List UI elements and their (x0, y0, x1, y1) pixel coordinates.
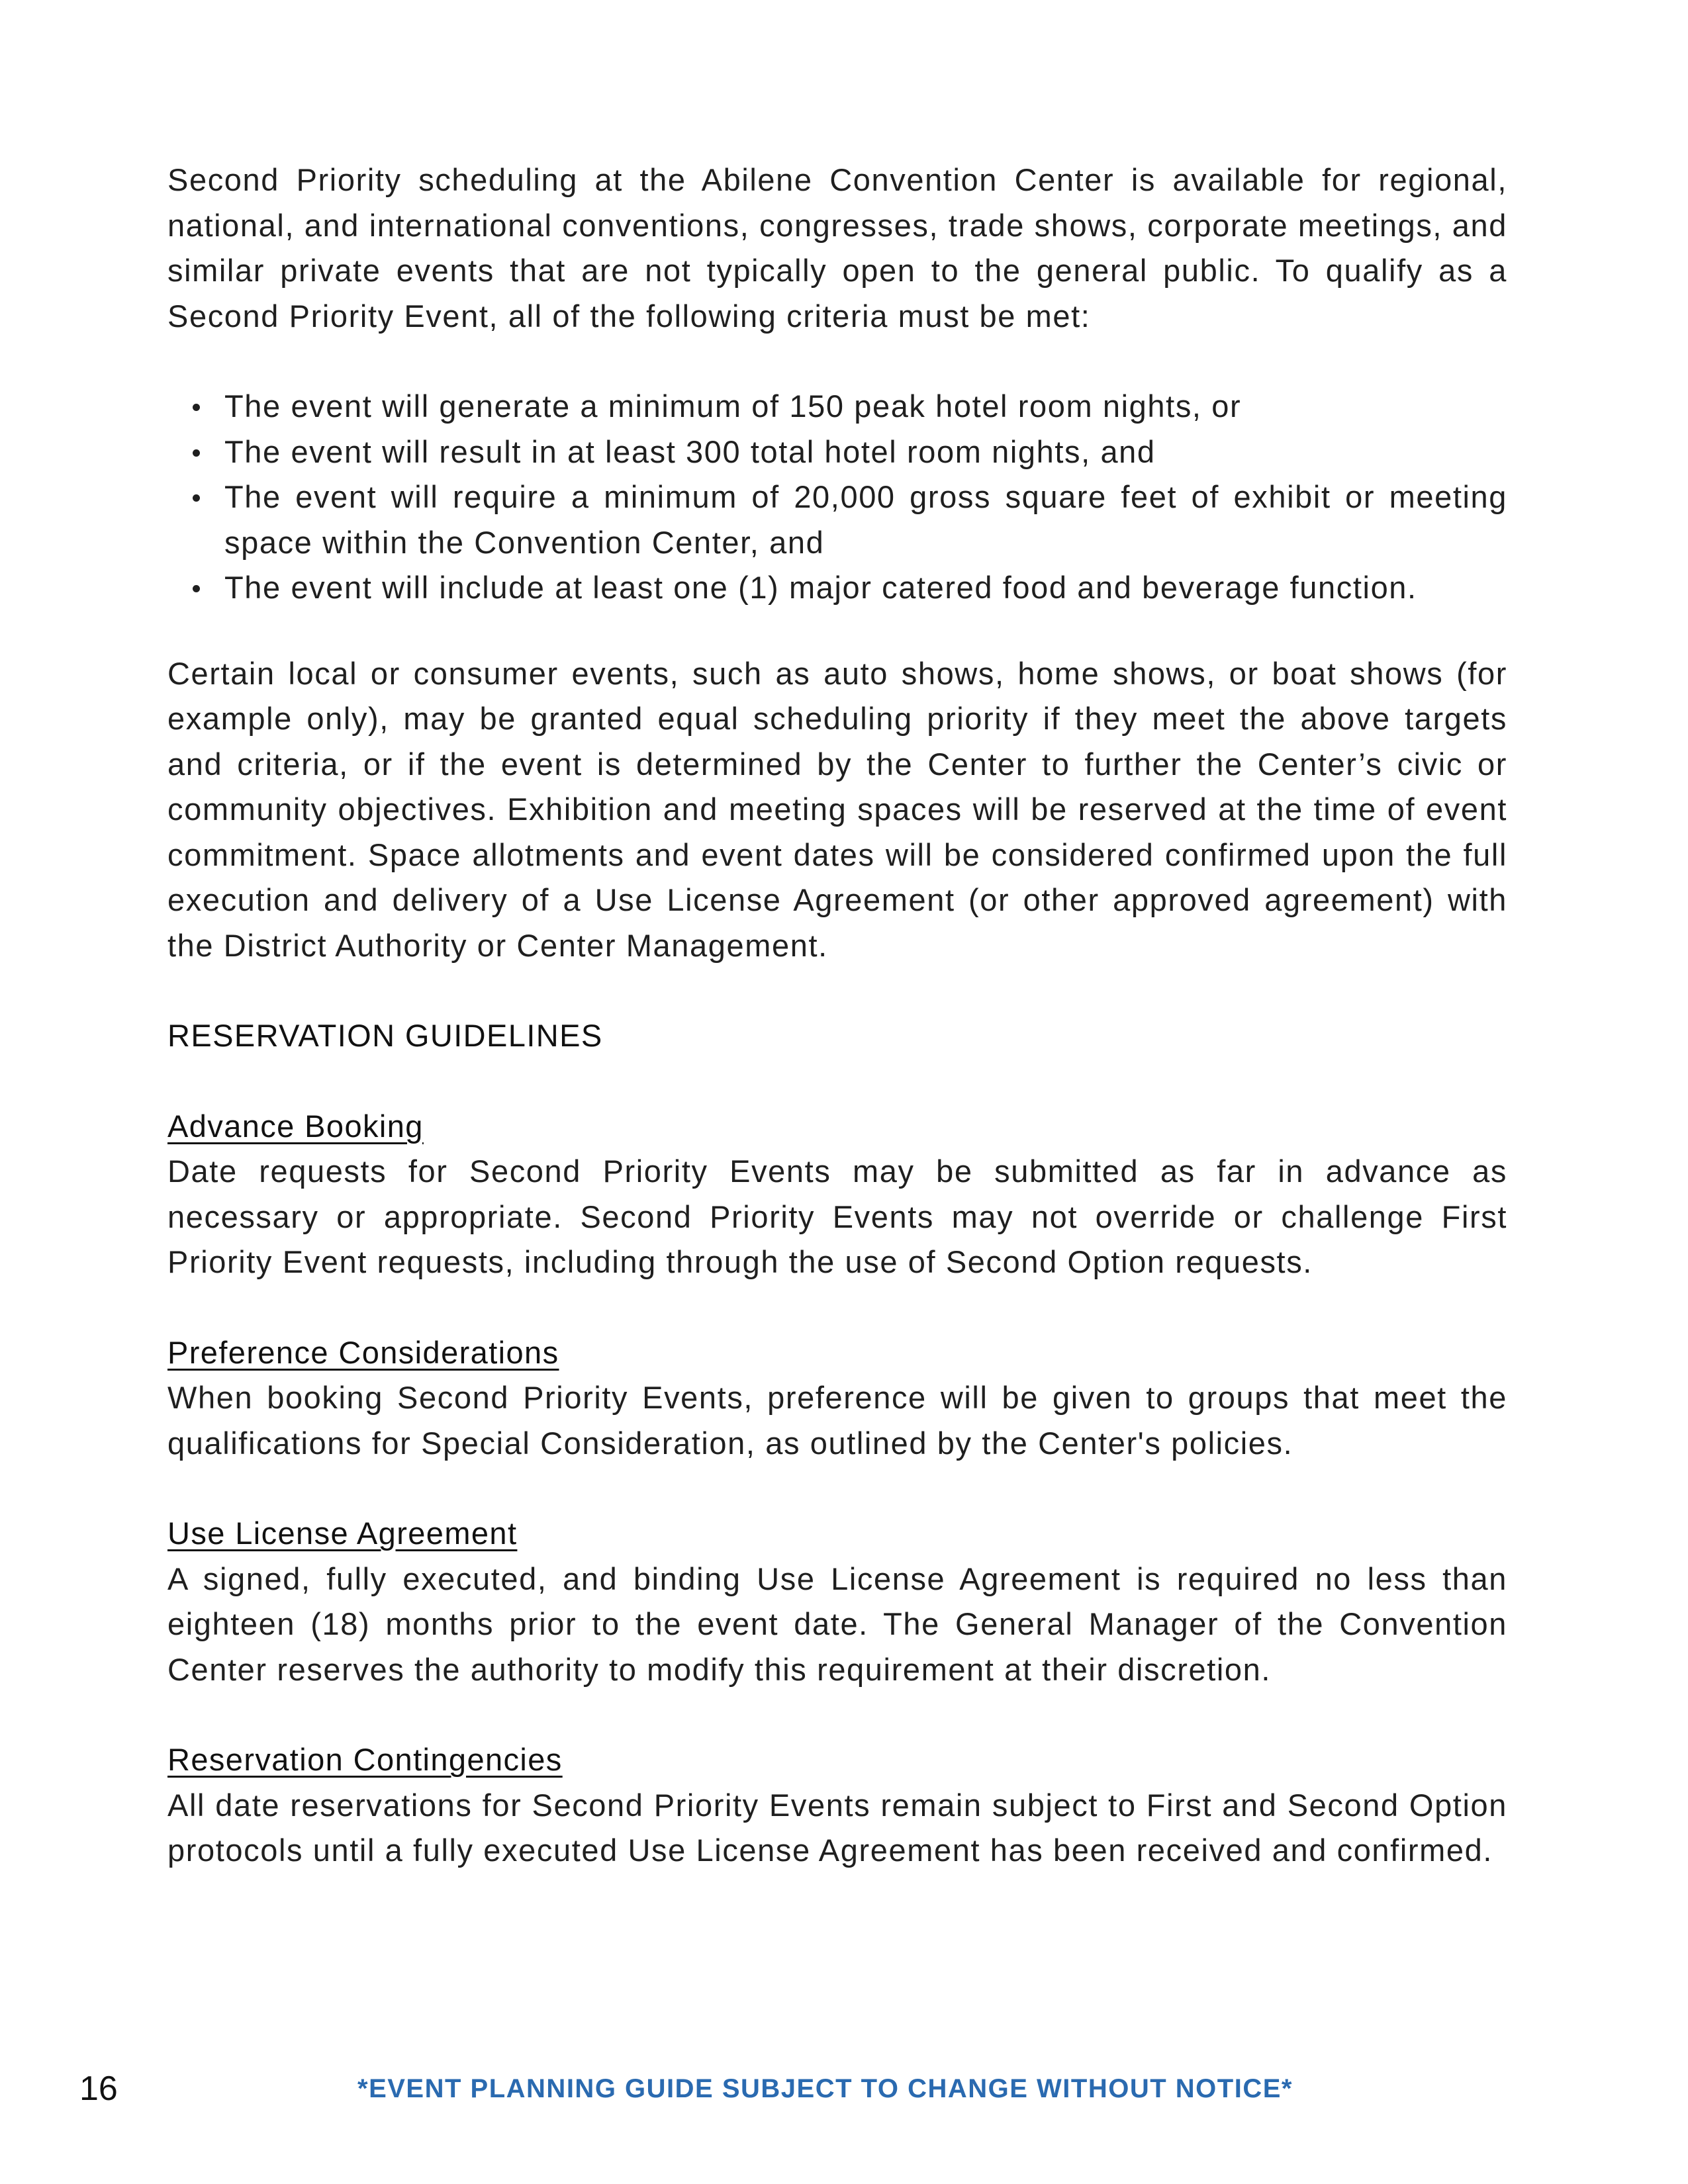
page-content (167, 158, 1507, 1919)
list-item: The event will generate a minimum of 150 peak hotel room nights, or (224, 384, 1507, 430)
subsection-use-license-agreement (167, 1511, 1507, 1692)
list-item: The event will result in at least 300 total hotel room nights, and (224, 430, 1507, 475)
list-item: The event will include at least one (1) major catered food and beverage function. (224, 565, 1507, 611)
subsection-body: Date requests for Second Priority Events may be submitted as far in advance as necessary or appropriate. Second Priority Events may not override or challenge First Priority Event requests, including through the use of Second Option requests. (167, 1154, 1507, 1279)
subsection-body: All date reservations for Second Priority Events remain subject to First and Second Option protocols until a fully executed Use License Agreement has been received and confirmed. (167, 1787, 1507, 1868)
footer-disclaimer: *EVENT PLANNING GUIDE SUBJECT TO CHANGE WITHOUT NOTICE* (357, 2074, 1293, 2103)
consumer-events-paragraph: Certain local or consumer events, such as auto shows, home shows, or boat shows (for example only), may be granted equal scheduling priority if they meet the above targets and criteria, or if the event is determined by the Center to further the Center’s civic or community objectives. Exhibition and meeting spaces will be reserved at the time of event commitment. Space allotments and event dates will be considered confirmed upon the full execution and delivery of a Use License Agreement (or other approved agreement) with the District Authority or Center Management. (167, 655, 1507, 963)
subsection-heading: Reservation Contingencies (167, 1742, 563, 1777)
intro-paragraph: Second Priority scheduling at the Abilene Convention Center is available for regional, national, and international conventions, congresses, trade shows, corporate meetings, and similar private events that are not typically open to the general public. To qualify as a Second Priority Event, all of the following criteria must be met: (167, 162, 1507, 334)
subsection-preference-considerations (167, 1330, 1507, 1467)
page-number: 16 (79, 2070, 118, 2108)
subsection-heading: Advance Booking (167, 1108, 424, 1144)
list-item: The event will require a minimum of 20,000 gross square feet of exhibit or meeting space within the Convention Center, and (224, 475, 1507, 565)
subsection-advance-booking (167, 1104, 1507, 1285)
subsection-body: When booking Second Priority Events, preference will be given to groups that meet the qualifications for Special Consideration, as outlined by the Center's policies. (167, 1380, 1507, 1461)
subsection-heading: Use License Agreement (167, 1516, 518, 1551)
subsection-heading: Preference Considerations (167, 1334, 559, 1370)
subsection-reservation-contingencies (167, 1737, 1507, 1874)
criteria-list (167, 384, 1507, 611)
section-title: RESERVATION GUIDELINES (167, 1018, 603, 1053)
subsection-body: A signed, fully executed, and binding Use License Agreement is required no less than eighteen (18) months prior to the event date. The General Manager of the Convention Center reserves the authority to modify this requirement at their discretion. (167, 1561, 1507, 1687)
